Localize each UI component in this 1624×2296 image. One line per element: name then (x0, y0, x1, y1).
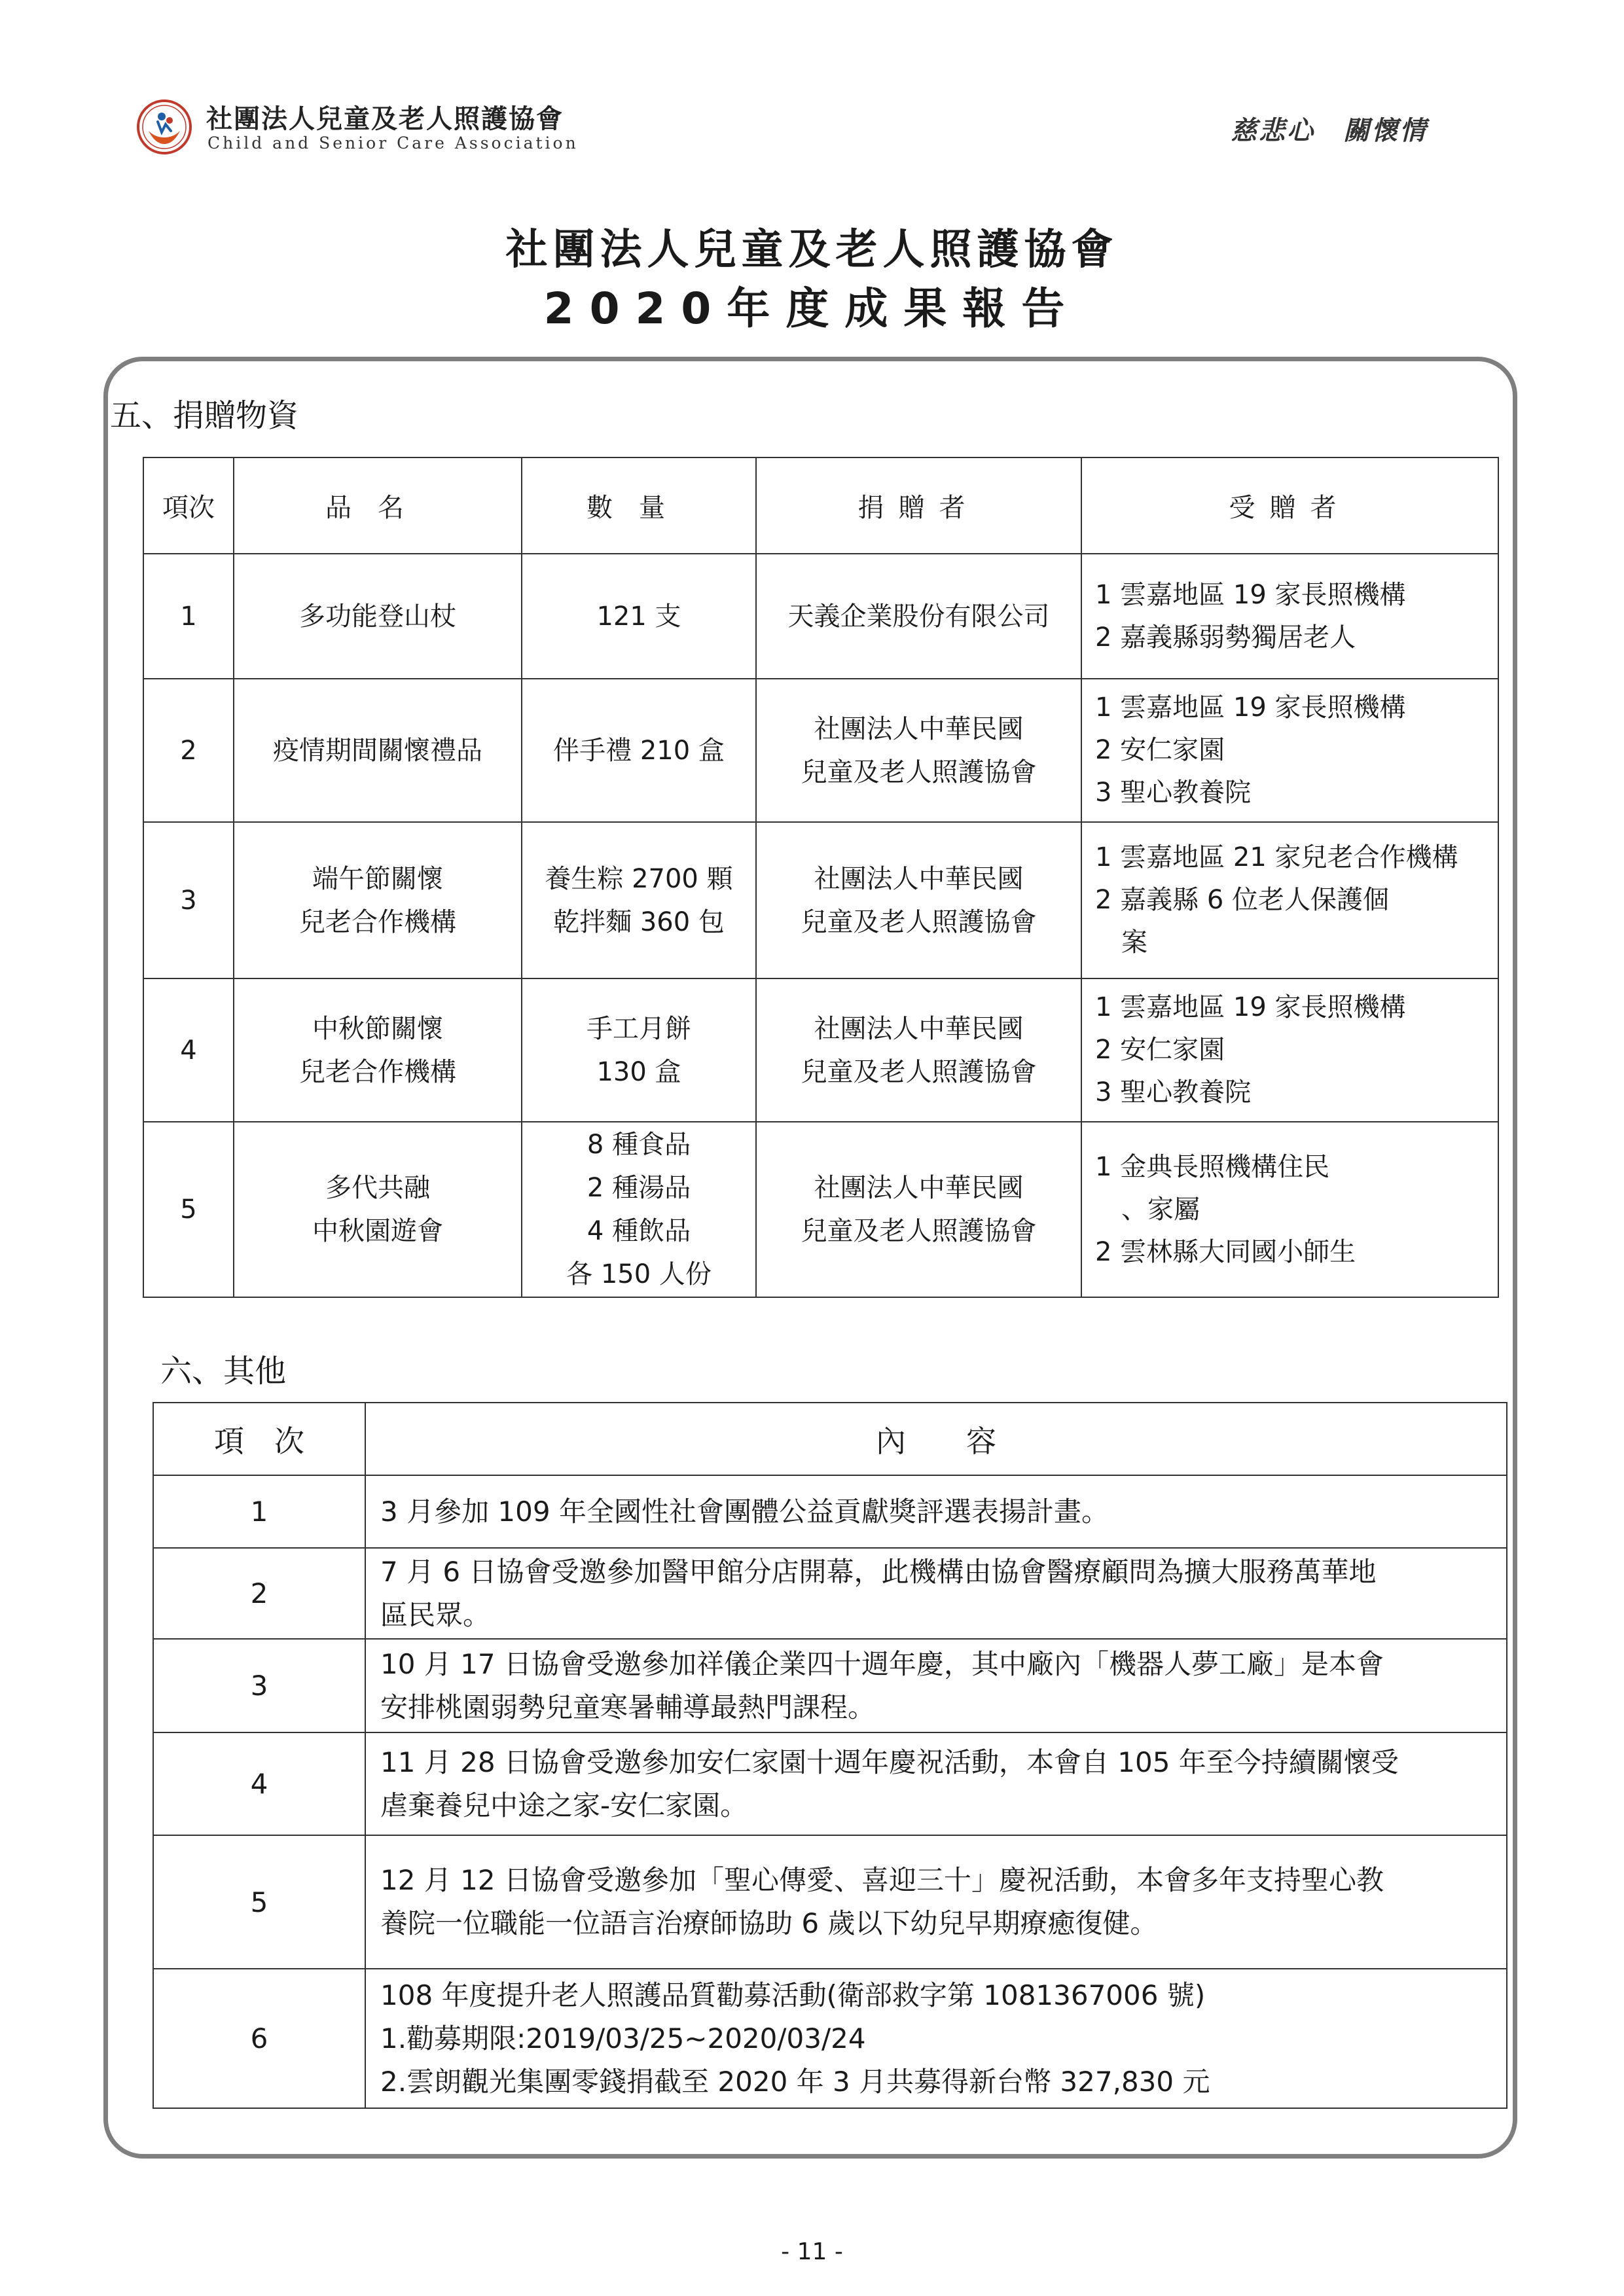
cell-donor-line: 兒童及老人照護協會 (801, 1216, 1037, 1246)
table-row (153, 1732, 1507, 1835)
cell-no: 4 (143, 978, 234, 1122)
cell-content-line: 養院一位職能一位語言治療師協助 6 歲以下幼兒早期療癒復健。 (380, 1907, 1158, 1939)
cell-no: 2 (153, 1548, 365, 1639)
cell-content (365, 1548, 1507, 1639)
cell-donor-line: 社團法人中華民國 (814, 863, 1024, 894)
cell-recipients-line: 3 聖心教養院 (1095, 778, 1252, 808)
cell-donor (756, 679, 1081, 822)
cell-content (365, 1639, 1507, 1732)
table-row (153, 1969, 1507, 2108)
cell-content (365, 1732, 1507, 1835)
cell-quantity-line: 8 種食品 (586, 1130, 691, 1160)
table-row (143, 679, 1498, 822)
cell-quantity-line: 4 種飲品 (586, 1216, 691, 1246)
column-header-no: 項次 (143, 457, 234, 554)
cell-content (365, 1835, 1507, 1969)
cell-recipients-line: 1 雲嘉地區 19 家長照機構 (1095, 579, 1406, 610)
table-row (153, 1475, 1507, 1548)
org-name-chinese: 社團法人兒童及老人照護協會 (206, 103, 564, 134)
cell-recipients-line: 2 安仁家園 (1095, 735, 1225, 765)
cell-no: 5 (153, 1835, 365, 1969)
cell-quantity (522, 822, 756, 978)
table-row (153, 1639, 1507, 1732)
cell-content-line: 108 年度提升老人照護品質勸募活動(衛部救字第 1081367006 號) (380, 1979, 1206, 2011)
cell-item-line: 中秋節關懷 (312, 1013, 443, 1044)
table-row (153, 1548, 1507, 1639)
table-header-row (153, 1403, 1507, 1475)
cell-quantity (522, 1122, 756, 1297)
cell-content-line: 2.雲朗觀光集團零錢捐截至 2020 年 3 月共募得新台幣 327,830 元 (380, 2065, 1210, 2098)
cell-recipients-line: 2 嘉義縣 6 位老人保護個 (1095, 885, 1390, 915)
cell-donor-line: 兒童及老人照護協會 (801, 757, 1037, 787)
table-row (143, 978, 1498, 1122)
cell-recipients-line: 1 雲嘉地區 19 家長照機構 (1095, 692, 1406, 723)
column-header-recipient: 受贈者 (1081, 457, 1498, 554)
page-number: - 11 - (781, 2238, 843, 2265)
cell-recipients-line: 1 金典長照機構住民 (1095, 1151, 1330, 1182)
report-title: 社團法人兒童及老人照護協會 (505, 226, 1119, 274)
cell-content-line: 12 月 12 日協會受邀參加「聖心傳愛、喜迎三十」慶祝活動，本會多年支持聖心教 (380, 1864, 1384, 1896)
cell-item-line: 中秋園遊會 (312, 1216, 443, 1246)
cell-item-line: 兒老合作機構 (299, 1056, 456, 1087)
table-row (143, 1122, 1498, 1297)
cell-quantity-line: 伴手禮 210 盒 (553, 735, 725, 766)
others-table (153, 1402, 1507, 2109)
cell-donor (756, 1122, 1081, 1297)
cell-item (234, 822, 522, 978)
cell-quantity-line: 各 150 人份 (566, 1259, 712, 1289)
cell-recipients-line: 2 安仁家園 (1095, 1035, 1225, 1065)
cell-item-line: 多功能登山杖 (299, 601, 456, 632)
cell-quantity-line: 手工月餅 (586, 1013, 691, 1044)
cell-content-line: 區民眾。 (380, 1598, 491, 1631)
donations-table (143, 457, 1499, 1298)
cell-content (365, 1475, 1507, 1548)
cell-donor-line: 兒童及老人照護協會 (801, 1056, 1037, 1087)
association-logo-icon (135, 98, 193, 156)
cell-item (234, 554, 522, 679)
cell-item (234, 679, 522, 822)
cell-content-line: 10 月 17 日協會受邀參加祥儀企業四十週年慶，其中廠內「機器人夢工廠」是本會 (380, 1647, 1384, 1680)
column-header-content: 內 容 (365, 1403, 1507, 1475)
cell-no: 3 (153, 1639, 365, 1732)
cell-recipients-line: 、家屬 (1121, 1194, 1200, 1225)
column-header-item: 品名 (234, 457, 522, 554)
cell-donor-line: 兒童及老人照護協會 (801, 906, 1037, 937)
cell-quantity-line: 養生粽 2700 顆 (545, 863, 733, 894)
cell-no: 6 (153, 1969, 365, 2108)
table-row (143, 554, 1498, 679)
cell-recipients-line: 3 聖心教養院 (1095, 1077, 1252, 1107)
cell-quantity-line: 2 種湯品 (586, 1173, 691, 1203)
cell-recipients (1081, 679, 1498, 822)
cell-recipients-line: 1 雲嘉地區 19 家長照機構 (1095, 992, 1406, 1022)
cell-item-line: 端午節關懷 (312, 863, 443, 894)
column-header-no: 項 次 (153, 1403, 365, 1475)
section-heading-others: 六、其他 (160, 1353, 287, 1390)
cell-donor (756, 822, 1081, 978)
cell-content-line: 11 月 28 日協會受邀參加安仁家園十週年慶祝活動，本會自 105 年至今持續關懷受 (380, 1746, 1399, 1778)
table-row (143, 822, 1498, 978)
cell-quantity-line: 121 支 (596, 601, 681, 632)
slogan: 慈悲心 關懷情 (1231, 115, 1428, 146)
cell-no: 5 (143, 1122, 234, 1297)
cell-no: 1 (143, 554, 234, 679)
org-name-english: Child and Senior Care Association (208, 134, 579, 152)
cell-content (365, 1969, 1507, 2108)
cell-no: 2 (143, 679, 234, 822)
cell-quantity (522, 554, 756, 679)
table-header-row (143, 457, 1498, 554)
cell-donor-line: 天義企業股份有限公司 (787, 601, 1050, 632)
column-header-quantity: 數量 (522, 457, 756, 554)
cell-recipients-line: 2 嘉義縣弱勢獨居老人 (1095, 622, 1356, 653)
cell-donor-line: 社團法人中華民國 (814, 1173, 1024, 1203)
cell-item-line: 疫情期間關懷禮品 (273, 735, 482, 766)
cell-recipients (1081, 822, 1498, 978)
cell-content-line: 3 月參加 109 年全國性社會團體公益貢獻獎評選表揚計畫。 (380, 1495, 1109, 1528)
cell-no: 4 (153, 1732, 365, 1835)
section-heading-donations: 五、捐贈物資 (110, 397, 299, 434)
cell-content-line: 1.勸募期限:2019/03/25~2020/03/24 (380, 2022, 866, 2054)
cell-donor (756, 978, 1081, 1122)
cell-no: 3 (143, 822, 234, 978)
cell-recipients (1081, 1122, 1498, 1297)
cell-recipients (1081, 978, 1498, 1122)
cell-donor-line: 社團法人中華民國 (814, 713, 1024, 744)
cell-item-line: 多代共融 (325, 1173, 430, 1203)
table-row (153, 1835, 1507, 1969)
cell-no: 1 (153, 1475, 365, 1548)
cell-recipients-line: 1 雲嘉地區 21 家兒老合作機構 (1095, 842, 1458, 872)
cell-quantity (522, 978, 756, 1122)
cell-recipients-line: 2 雲林縣大同國小師生 (1095, 1236, 1356, 1267)
cell-donor-line: 社團法人中華民國 (814, 1013, 1024, 1044)
cell-content-line: 虐棄養兒中途之家-安仁家園。 (380, 1789, 748, 1821)
cell-content-line: 7 月 6 日協會受邀參加醫甲館分店開幕，此機構由協會醫療顧問為擴大服務萬華地 (380, 1555, 1377, 1588)
cell-item (234, 978, 522, 1122)
cell-quantity-line: 乾拌麵 360 包 (553, 906, 725, 937)
cell-item (234, 1122, 522, 1297)
cell-quantity-line: 130 盒 (596, 1056, 681, 1087)
cell-recipients (1081, 554, 1498, 679)
cell-donor (756, 554, 1081, 679)
cell-quantity (522, 679, 756, 822)
column-header-donor: 捐贈者 (756, 457, 1081, 554)
report-subtitle: 2020年度成果報告 (543, 283, 1081, 334)
cell-recipients-line: 案 (1121, 927, 1147, 958)
cell-content-line: 安排桃園弱勢兒童寒暑輔導最熱門課程。 (380, 1691, 876, 1723)
cell-item-line: 兒老合作機構 (299, 906, 456, 937)
